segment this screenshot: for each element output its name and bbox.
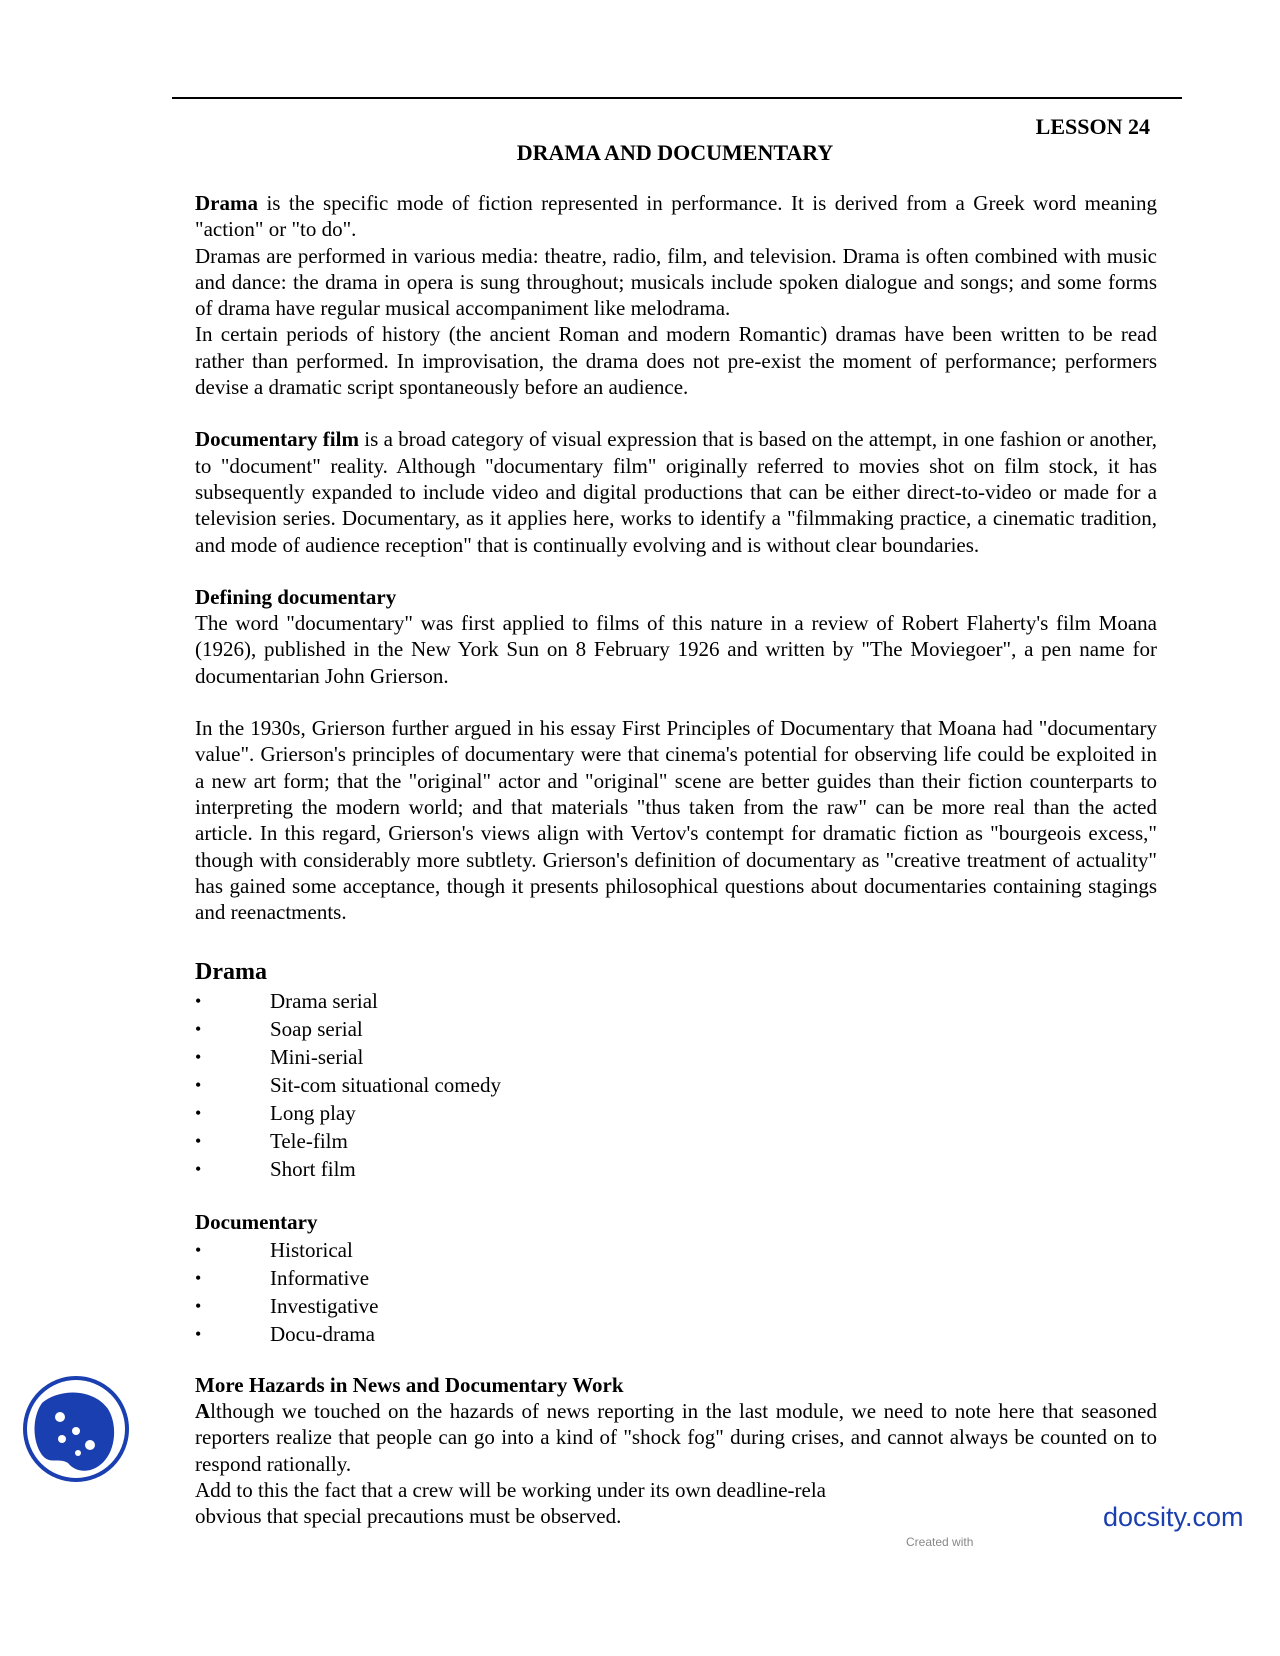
- lesson-number: LESSON 24: [1035, 114, 1150, 139]
- term-documentary-film: Documentary film: [195, 427, 359, 452]
- list-item: • Long play: [195, 1101, 356, 1126]
- paragraph-drama-media: Dramas are performed in various media: theatre, radio, film, and television. Drama is often combined with music and dance: the drama in opera is sung throughout; musicals include spoken dialogue and songs; and some forms of drama have regular musical accompaniment like melodrama.: [195, 243, 1157, 321]
- heading-defining-documentary: Defining documentary: [195, 584, 397, 609]
- paragraph-drama-intro: Drama is the specific mode of fiction represented in performance. It is derived from a Greek word meaning "action" or "to do".: [195, 191, 1157, 242]
- heading-hazards: More Hazards in News and Documentary Work: [195, 1372, 624, 1397]
- paragraph-drama-history: In certain periods of history (the ancient Roman and modern Romantic) dramas have been written to be read rather than performed. In improvisation, the drama does not pre-exist the moment of performance; performers devise a dramatic script spontaneously before an audience.: [195, 322, 1157, 400]
- paragraph-hazards-crew-line1: Add to this the fact that a crew will be working under its own deadline-rela: [195, 1477, 826, 1502]
- watermark-cover: [880, 1500, 1020, 1532]
- paragraph-hazards-crew-line2: obvious that special precautions must be observed.: [195, 1504, 622, 1529]
- docsity-logo-icon: [20, 1373, 132, 1490]
- list-item: • Investigative: [195, 1293, 379, 1318]
- list-item: • Historical: [195, 1237, 353, 1262]
- page-title: DRAMA AND DOCUMENTARY: [516, 140, 834, 165]
- docsity-brand-link[interactable]: docsity.com: [1103, 1502, 1244, 1532]
- paragraph-word-documentary: The word "documentary" was first applied to films of this nature in a review of Robert Flaherty's film Moana (1926), published in the New York Sun on 8 February 1926 and written by "The Moviegoer", a pen name for documentarian John Grierson.: [195, 611, 1157, 688]
- document-body: [195, 190, 1157, 1530]
- paragraph-documentary-film: Documentary film is a broad category of visual expression that is based on the attempt, in one fashion or another, to "document" reality. Although "documentary film" originally referred to movies shot on film stock, it has subsequently expanded to include video and digital productions that can be either direct-to-video or made for a television series. Documentary, as it applies here, works to identify a "filmmaking practice, a cinematic tradition, and mode of audience reception" that is continually evolving and is without clear boundaries.: [195, 427, 1157, 557]
- drama-list: [195, 987, 1157, 1183]
- list-item: • Mini-serial: [195, 1045, 364, 1070]
- list-item: • Sit-com situational comedy: [195, 1073, 501, 1098]
- list-item: • Informative: [195, 1265, 370, 1290]
- term-drama: Drama: [195, 191, 258, 215]
- top-rule: [172, 97, 1182, 99]
- list-item: • Short film: [195, 1157, 356, 1182]
- list-item: • Drama serial: [195, 989, 378, 1014]
- paragraph-hazards-intro: Although we touched on the hazards of news reporting in the last module, we need to note here that seasoned reporters realize that people can go into a kind of "shock fog" during crises, and cannot always be counted on to respond rationally.: [195, 1399, 1157, 1476]
- paragraph-grierson: In the 1930s, Grierson further argued in his essay First Principles of Documentary that Moana had "documentary value". Grierson's principles of documentary were that cinema's potential for observing life could be exploited in a new art form; that the "original" actor and "original" scene are better guides than their fiction counterparts to interpreting the modern world; and that materials "thus taken from the raw" can be more real than the acted article. In this regard, Grierson's views align with Vertov's contempt for dramatic fiction as "bourgeois excess," though with considerably more subtlety. Grierson's definition of documentary as "creative treatment of actuality" has gained some acceptance, though it presents philosophical questions about documentaries containing stagings and reenactments.: [195, 716, 1157, 925]
- list-item: • Docu-drama: [195, 1321, 375, 1346]
- list-item: • Soap serial: [195, 1017, 363, 1042]
- heading-drama-list: Drama: [195, 959, 267, 986]
- list-item: • Tele-film: [195, 1129, 348, 1154]
- heading-documentary-list: Documentary: [195, 1210, 318, 1235]
- documentary-list: [195, 1236, 1157, 1348]
- created-with-label: Created with: [906, 1535, 974, 1549]
